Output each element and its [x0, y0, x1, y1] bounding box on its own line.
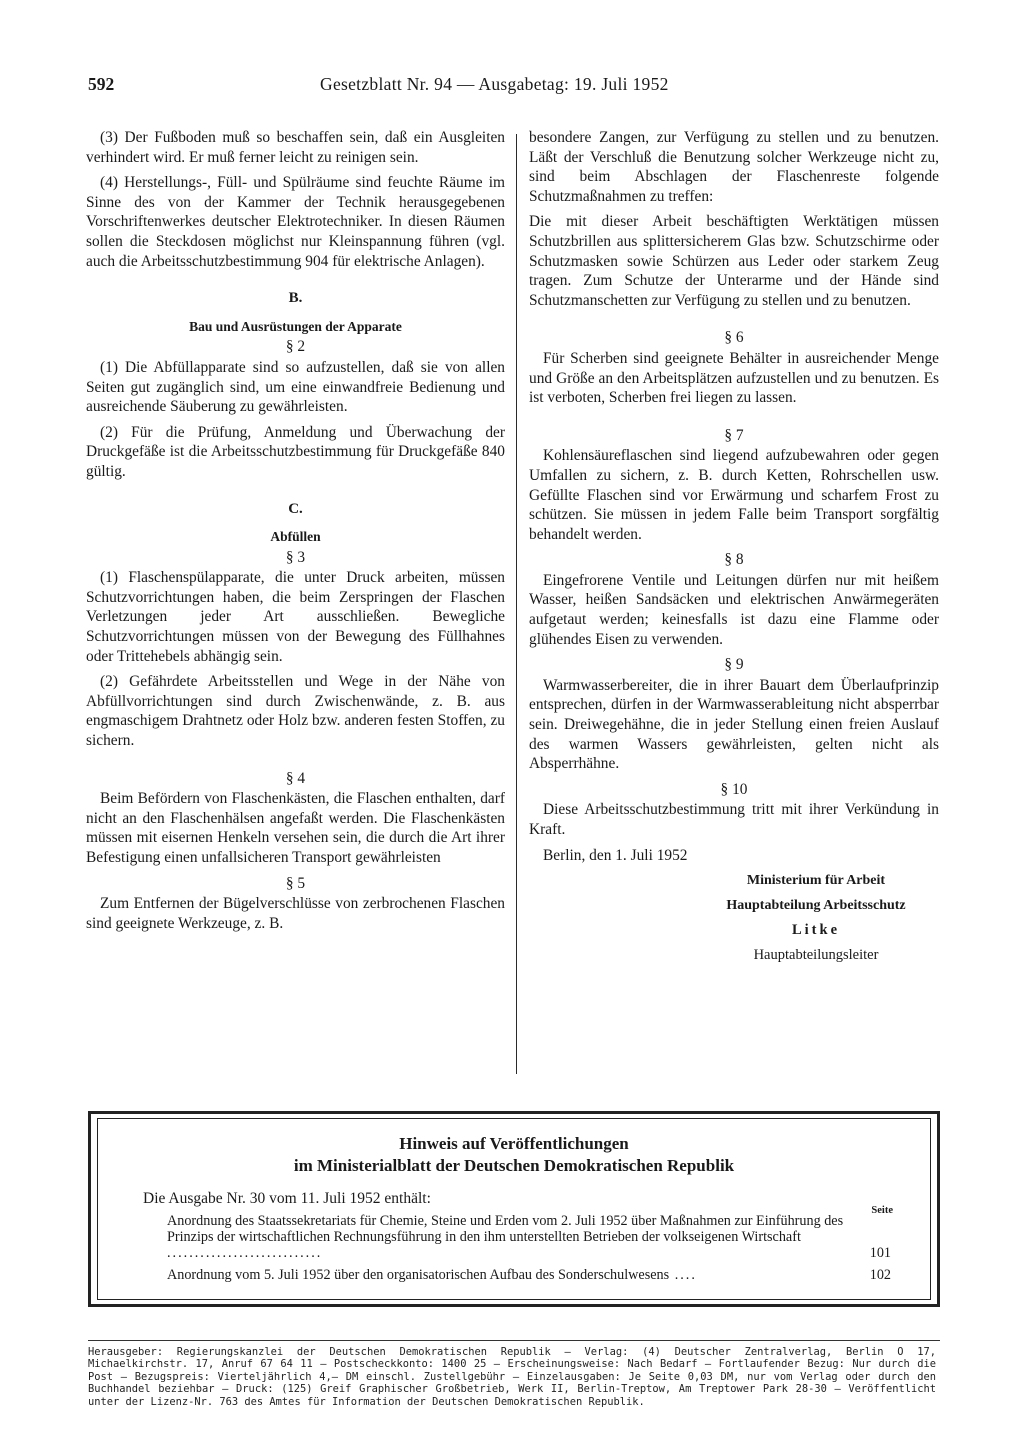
signature-ministry: Ministerium für Arbeit	[746, 873, 886, 889]
paragraph-4: (4) Herstellungs-, Füll- und Spülräume sind feuchte Räume im Sinne des von der Kammer der Technik herausgegebenen Vorschriftenwerkes deutscher Elektrotechniker. In diesen Räumen sollen die Steckdosen möglichst nur Kleinspannung führen (vgl. auch die Arbeitsschutzbestimmung 904 für elektrische Anlagen).	[86, 174, 505, 270]
section-8-paragraph: Eingefrorene Ventile und Leitungen dürfen nur mit heißem Wasser, heißen Sandsäcken und elektrischen Anwärmegeräten aufgetaut werden; keinesfalls ist dazu eine Flamme oder glühendes Eisen zu verwenden.	[529, 571, 939, 648]
section-4-heading: § 4	[285, 769, 306, 787]
notice-entry-text: Anordnung des Staatssekretariats für Chemie, Steine und Erden vom 2. Juli 1952 über Maßnahmen zur Einführung des Prinzips der wirtschaftlichen Rechnungsführung in den ihm unterstellten Betrieben der volkseigenen Wirtschaft	[167, 1213, 844, 1245]
right-column	[529, 128, 939, 971]
leader-dots: ............................	[167, 1245, 323, 1261]
notice-entry-page: 101	[869, 1245, 891, 1261]
publication-notice-box	[88, 1111, 940, 1307]
section-9-heading: § 9	[724, 656, 744, 674]
section-3-heading: § 3	[285, 548, 306, 566]
section-3-paragraph-2: (2) Gefährdete Arbeitsstellen und Wege in der Nähe von Abfüllvorrichtungen sind durch Zwischenwände, z. B. aus engmaschigem Drahtnetz oder Holz bzw. anderen festen Stoffen, zu sichern.	[86, 673, 505, 750]
notice-entry	[167, 1213, 857, 1261]
section-7-paragraph: Kohlensäureflaschen sind liegend aufzubewahren oder gegen Umfallen zu sichern, z. B. durch Ketten, Rohrschellen usw. Gefüllte Flaschen sind vor Erwärmung und scharfem Frost zu schützen. Sie müssen in jedem Falle beim Transport sorgfältig behandelt werden.	[529, 447, 939, 543]
signature-name: Litke	[791, 922, 841, 939]
dateline: Berlin, den 1. Juli 1952	[543, 846, 688, 864]
section-2-paragraph-2: (2) Für die Prüfung, Anmeldung und Überwachung der Druckgefäße ist die Arbeitsschutzbestimmung für Druckgefäße 840 gültig.	[86, 423, 505, 480]
imprint: Herausgeber: Regierungskanzlei der Deutschen Demokratischen Republik — Verlag: (4) Deutscher Zentralverlag, Berlin O 17, Michaelkirchstr. 17, Anruf 67 64 11 — Postscheckkonto: 1400 25 — Erscheinungsweise: Nach Bedarf — Fortlaufender Bezug: Nur durch die Post — Bezugspreis: Vierteljährlich 4,— DM einschl. Zustellgebühr — Einzelausgaben: Je Seite 0,03 DM, nur vom Verlag oder durch den Buchhandel beziehbar — Druck: (125) Greif Graphischer Großbetrieb, Werk II, Berlin-Treptow, Am Treptower Park 28-30 — Veröffentlicht unter der Lizenz-Nr. 763 des Amtes für Information der Deutschen Demokratischen Republik.	[88, 1346, 936, 1408]
section-10-paragraph: Diese Arbeitsschutzbestimmung tritt mit ihrer Verkündung in Kraft.	[529, 801, 939, 838]
notice-title: Hinweis auf Veröffentlichungen	[399, 1134, 629, 1153]
section-8-heading: § 8	[724, 551, 744, 569]
section-5-paragraph: Zum Entfernen der Bügelverschlüsse von zerbrochenen Flaschen sind geeignete Werkzeuge, z. B.	[86, 895, 505, 932]
section-5-continuation: besondere Zangen, zur Verfügung zu stellen und zu benutzen. Läßt der Verschluß die Benutzung solcher Werkzeuge nicht zu, sind beim Abschlagen der Flaschenreste folgende Schutzmaßnahmen zu treffen:	[529, 129, 939, 205]
notice-subtitle: im Ministerialblatt der Deutschen Demokratischen Republik	[293, 1156, 735, 1175]
leader-dots: ....	[669, 1267, 697, 1283]
section-9-paragraph: Warmwasserbereiter, die in ihrer Bauart dem Überlaufprinzip entsprechen, dürfen in der Warmwasserableitung nicht absperrbar sein. Dreiwegehähne, die in jeder Stellung einen freien Auslauf des warmen Wassers gewährleisten, gelten nicht als Absperrhähne.	[529, 676, 939, 773]
signature-department: Hauptabteilung Arbeitsschutz	[726, 898, 906, 914]
notice-entry	[167, 1267, 857, 1283]
paragraph-3: (3) Der Fußboden muß so beschaffen sein, daß ein Ausgleiten verhindert wird. Er muß ferner leicht zu reinigen sein.	[86, 129, 505, 166]
imprint-rule	[88, 1340, 940, 1341]
column-divider	[516, 134, 517, 1074]
page-column-label: Seite	[871, 1205, 893, 1216]
section-5-heading: § 5	[285, 874, 306, 892]
section-2-heading: § 2	[285, 338, 306, 356]
section-7-heading: § 7	[724, 426, 744, 444]
running-title: Gesetzblatt Nr. 94 — Ausgabetag: 19. Juli 1952	[320, 74, 669, 94]
notice-entry-text: Anordnung vom 5. Juli 1952 über den organisatorischen Aufbau des Sonderschulwesens	[167, 1267, 670, 1283]
section-b-title: Bau und Ausrüstungen der Apparate	[189, 318, 402, 334]
page-number: 592	[88, 74, 115, 94]
notice-intro: Die Ausgabe Nr. 30 vom 11. Juli 1952 enthält:	[143, 1190, 431, 1207]
section-2-paragraph-1: (1) Die Abfüllapparate sind so aufzustellen, daß sie von allen Seiten gut zugänglich sind, um eine einwandfreie Bedienung und ausreichende Säuberung zu gewährleisten.	[86, 358, 505, 416]
left-column	[86, 128, 505, 939]
section-6-heading: § 6	[724, 329, 744, 347]
section-10-heading: § 10	[720, 780, 748, 798]
page-header	[88, 74, 938, 102]
section-c-letter: C.	[288, 500, 303, 517]
section-4-paragraph: Beim Befördern von Flaschenkästen, die Flaschen enthalten, darf nicht an den Flaschenhälsen angefaßt werden. Die Flaschenkästen müssen mit eisernen Henkeln versehen sein, die durch die Art ihrer Befestigung einen unfallsicheren Transport gewährleisten	[86, 790, 505, 866]
section-3-paragraph-1: (1) Flaschenspülapparate, die unter Druck arbeiten, müssen Schutzvorrichtungen haben, die beim Zerspringen der Flaschen Verletzungen jeder Art ausschließen. Bewegliche Schutzvorrichtungen müssen von der Bewegung des Füllhahnes oder Trittehebels abhängig sein.	[86, 569, 505, 665]
section-b-letter: B.	[288, 290, 303, 307]
section-5-paragraph-2: Die mit dieser Arbeit beschäftigten Werktätigen müssen Schutzbrillen aus splittersicherem Glas bzw. Schutzschirme oder Schutzmasken sowie Schürzen aus Leder oder starkem Zeug tragen. Zum Schutze der Unterarme und der Hände sind Schutzmanschetten zur Verfügung zu stellen und zu benutzen.	[529, 213, 939, 309]
section-c-title: Abfüllen	[270, 529, 321, 545]
signature-role: Hauptabteilungsleiter	[753, 947, 879, 964]
section-6-paragraph: Für Scherben sind geeignete Behälter in ausreichender Menge und Größe an den Arbeitsplätzen aufzustellen und zu benutzen. Es ist verboten, Scherben frei liegen zu lassen.	[529, 349, 939, 407]
notice-entry-page: 102	[869, 1267, 891, 1283]
